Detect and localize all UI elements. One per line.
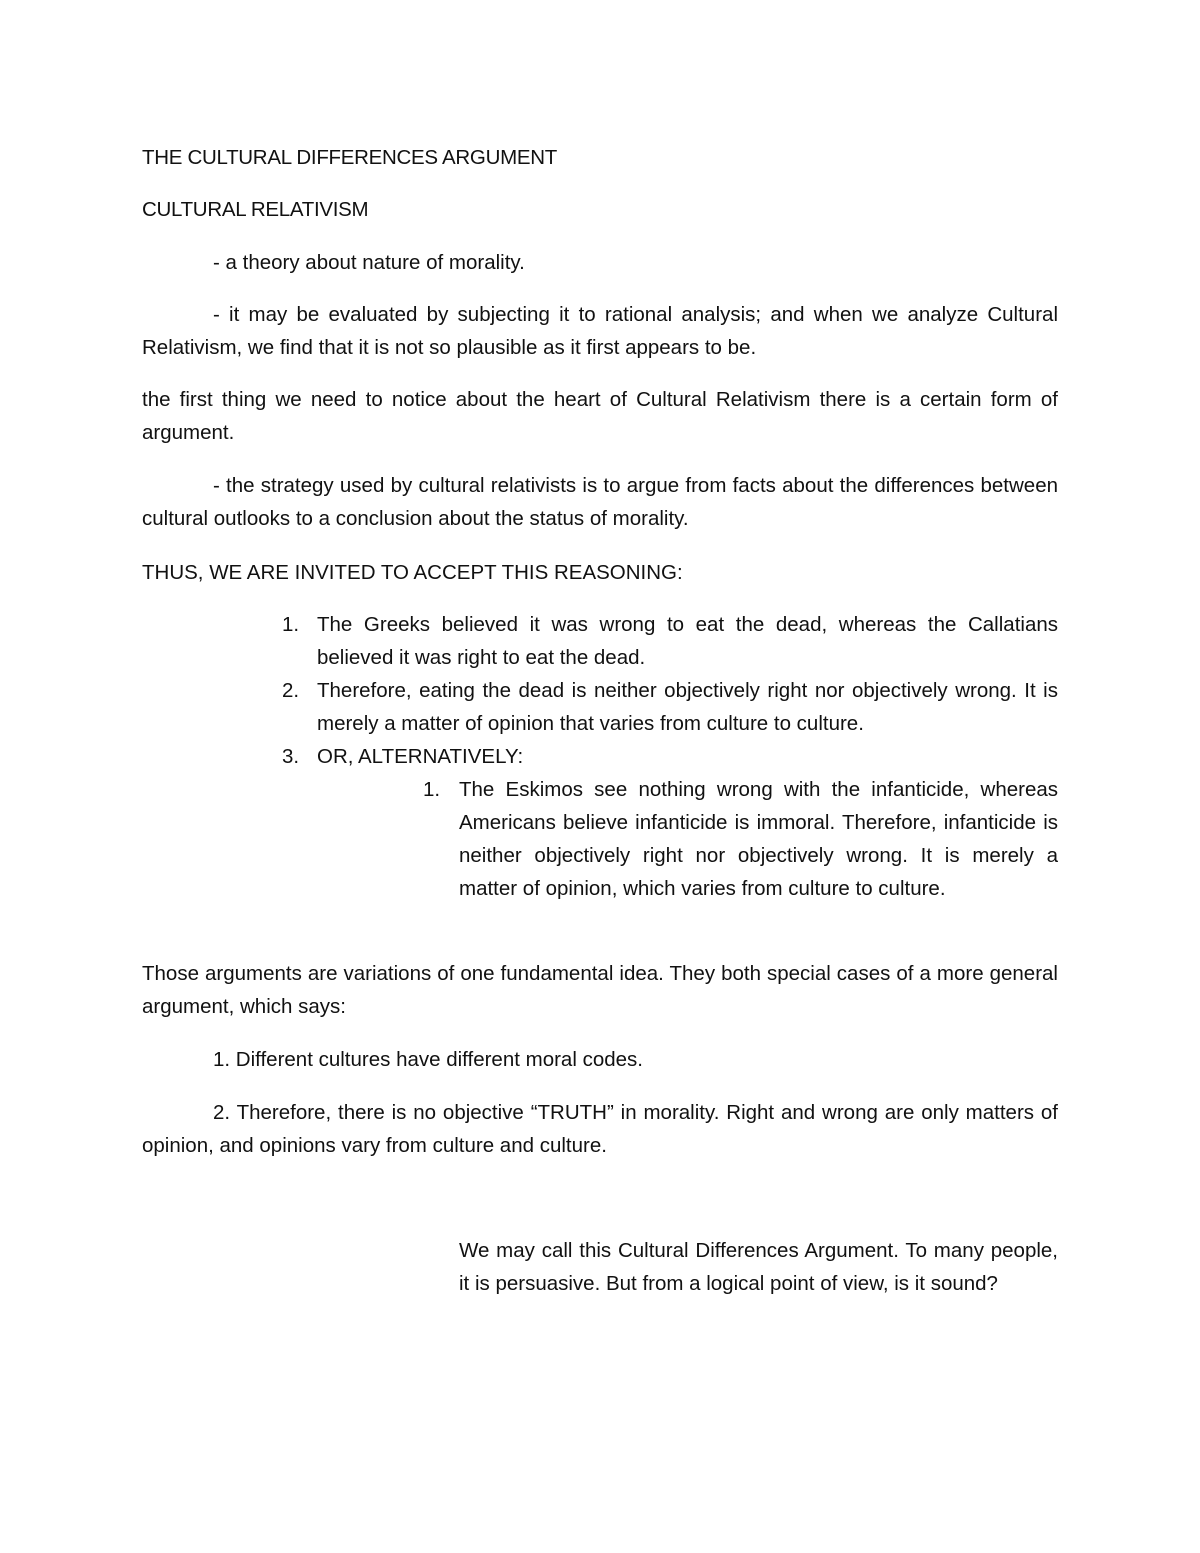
list-item-number: 2.	[282, 679, 300, 702]
list-item-number: 1.	[423, 778, 441, 801]
paragraph-first-thing: the first thing we need to notice about the heart of Cultural Relativism there is a certain form of argument.	[142, 388, 1058, 444]
list-item-text: Therefore, eating the dead is neither objectively right nor objectively wrong. It is merely a matter of opinion that varies from culture to culture.	[317, 679, 1058, 735]
document-subtitle: CULTURAL RELATIVISM	[142, 198, 369, 221]
paragraph-variations: Those arguments are variations of one fundamental idea. They both special cases of a more general argument, which says:	[142, 962, 1058, 1018]
general-argument-1: 1. Different cultures have different moral codes.	[213, 1048, 643, 1071]
reasoning-heading: THUS, WE ARE INVITED TO ACCEPT THIS REASONING:	[142, 561, 683, 584]
point-evaluation: - it may be evaluated by subjecting it to rational analysis; and when we analyze Cultural Relativism, we find that it is not so plausible as it first appears to be.	[142, 303, 1058, 359]
list-item-text: The Eskimos see nothing wrong with the infanticide, whereas Americans believe infanticide is immoral. Therefore, infanticide is neither objectively right nor objectively wrong. It is merely a matter of opinion, which varies from culture to culture.	[459, 778, 1058, 900]
document-title: THE CULTURAL DIFFERENCES ARGUMENT	[142, 146, 557, 169]
general-argument-2: 2. Therefore, there is no objective “TRUTH” in morality. Right and wrong are only matters of opinion, and opinions vary from culture and culture.	[142, 1101, 1058, 1157]
list-item-text: OR, ALTERNATIVELY:	[317, 745, 524, 768]
point-theory: - a theory about nature of morality.	[213, 251, 525, 274]
closing-paragraph: We may call this Cultural Differences Argument. To many people, it is persuasive. But from a logical point of view, is it sound?	[459, 1239, 1058, 1295]
point-strategy: - the strategy used by cultural relativists is to argue from facts about the differences between cultural outlooks to a conclusion about the status of morality.	[142, 474, 1058, 530]
list-item-number: 3.	[282, 745, 300, 768]
list-item-number: 1.	[282, 613, 300, 636]
list-item-text: The Greeks believed it was wrong to eat the dead, whereas the Callatians believed it was right to eat the dead.	[317, 613, 1058, 669]
